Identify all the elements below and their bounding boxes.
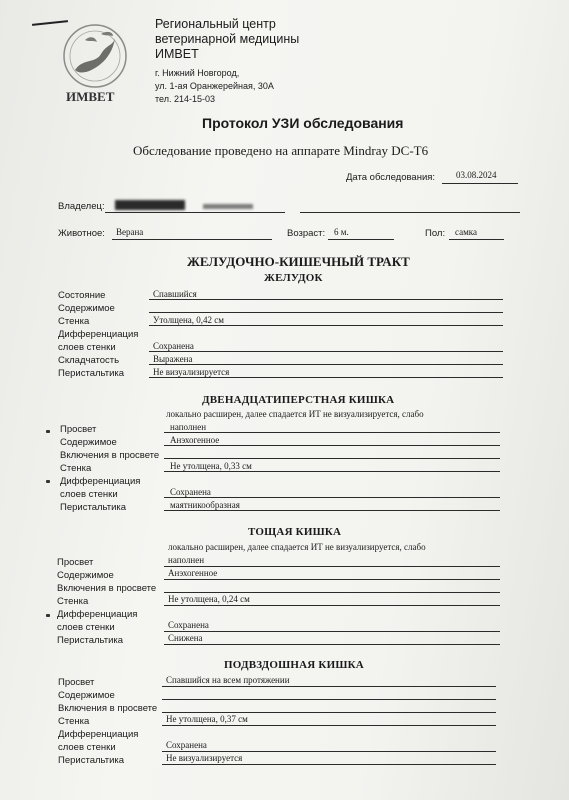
row-label: слоев стенки <box>58 742 116 753</box>
date-label: Дата обследования: <box>346 172 436 183</box>
clinic-name-line2: ветеринарной медицины <box>155 32 300 46</box>
row-label: Дифференциация <box>58 329 139 340</box>
protocol-title: Протокол УЗИ обследования <box>202 115 404 131</box>
row-underline <box>164 445 500 446</box>
row-label: Стенка <box>57 596 89 607</box>
duodenum-lumen-note: локально расширен, далее спадается ИТ не визуализируется, слабо <box>166 409 424 419</box>
row-underline <box>164 605 500 606</box>
row-underline <box>162 686 496 687</box>
row-underline <box>149 312 503 313</box>
row-value: Сохранена <box>170 487 211 497</box>
clinic-address-line2: ул. 1-ая Оранжерейная, 30А <box>155 81 274 91</box>
row-label: Содержимое <box>60 437 117 448</box>
ileum-title: ПОДВЗДОШНАЯ КИШКА <box>224 659 364 671</box>
logo-text: ИМВЕТ <box>66 89 115 104</box>
section-gi-title: ЖЕЛУДОЧНО-КИШЕЧНЫЙ ТРАКТ <box>187 254 410 269</box>
clinic-name-line3: ИМВЕТ <box>155 47 199 61</box>
animal-label: Животное: <box>58 228 105 239</box>
jejunum-lumen-note: локально расширен, далее спадается ИТ не визуализируется, слабо <box>168 542 426 552</box>
row-label: Перистальтика <box>58 368 125 379</box>
row-underline <box>164 631 500 632</box>
row-underline <box>164 592 500 593</box>
margin-mark <box>46 480 50 483</box>
date-underline <box>442 183 518 184</box>
row-value: Снижена <box>168 633 203 643</box>
owner-label: Владелец: <box>58 201 105 212</box>
row-underline <box>162 725 496 726</box>
row-label: Просвет <box>58 677 95 688</box>
row-value: Сохранена <box>168 620 209 630</box>
row-value: Сохранена <box>166 740 207 750</box>
row-label: Просвет <box>60 424 97 435</box>
row-label: Перистальтика <box>58 755 125 766</box>
row-label: Дифференциация <box>58 729 139 740</box>
row-underline <box>149 299 503 300</box>
row-label: Содержимое <box>57 570 114 581</box>
row-label: слоев стенки <box>57 622 115 633</box>
row-value: Утолщена, 0,42 см <box>153 315 224 325</box>
stomach-title: ЖЕЛУДОК <box>264 272 323 284</box>
owner-redaction <box>115 200 185 210</box>
row-underline <box>162 764 496 765</box>
row-label: Содержимое <box>58 690 115 701</box>
sex-value: самка <box>455 227 478 237</box>
duodenum-title: ДВЕНАДЦАТИПЕРСТНАЯ КИШКА <box>202 394 395 406</box>
row-value: Не утолщена, 0,24 см <box>168 594 250 604</box>
age-value: 6 м. <box>334 227 349 237</box>
row-underline <box>164 579 500 580</box>
row-underline <box>164 497 500 498</box>
row-label: Дифференциация <box>60 476 141 487</box>
row-label: Перистальтика <box>57 635 124 646</box>
row-label: Просвет <box>57 557 94 568</box>
animal-underline <box>112 239 272 240</box>
age-label: Возраст: <box>287 228 326 239</box>
row-underline <box>162 712 496 713</box>
animal-value: Верана <box>116 227 144 237</box>
row-underline <box>164 458 500 459</box>
row-value: наполнен <box>168 555 205 565</box>
row-underline <box>164 510 500 511</box>
row-underline <box>162 751 496 752</box>
row-label: Складчатость <box>58 355 120 366</box>
row-label: Включения в просвете <box>58 703 158 714</box>
row-value: Сохранена <box>153 341 194 351</box>
clinic-name-line1: Региональный центр <box>155 17 276 31</box>
row-underline <box>149 351 503 352</box>
row-value: Анэхогенное <box>170 435 220 445</box>
row-label: Дифференциация <box>57 609 138 620</box>
clinic-phone: тел. 214-15-03 <box>155 94 216 104</box>
owner-underline-right <box>300 212 520 213</box>
row-value: Спавшийся на всем протяжении <box>166 675 290 685</box>
row-label: Перистальтика <box>60 502 127 513</box>
row-label: Содержимое <box>58 303 115 314</box>
protocol-subtitle: Обследование проведено на аппарате Mindray DC-T6 <box>133 143 429 158</box>
row-label: Стенка <box>60 463 92 474</box>
row-underline <box>164 566 500 567</box>
row-label: Включения в просвете <box>60 450 160 461</box>
row-label: Стенка <box>58 316 90 327</box>
row-underline <box>149 364 503 365</box>
jejunum-title: ТОЩАЯ КИШКА <box>248 526 342 538</box>
clinic-address-line1: г. Нижний Новгород, <box>155 68 240 78</box>
age-underline <box>328 239 394 240</box>
row-label: Включения в просвете <box>57 583 157 594</box>
sex-label: Пол: <box>425 228 446 239</box>
row-value: Анэхогенное <box>168 568 218 578</box>
row-value: Не визуализируется <box>153 367 230 377</box>
row-underline <box>149 377 503 378</box>
row-value: Не утолщена, 0,33 см <box>170 461 252 471</box>
row-value: маятникообразная <box>170 500 240 510</box>
row-value: Не утолщена, 0,37 см <box>166 714 248 724</box>
row-value: наполнен <box>170 422 207 432</box>
row-underline <box>149 325 503 326</box>
row-label: слоев стенки <box>60 489 118 500</box>
row-value: Не визуализируется <box>166 753 243 763</box>
margin-mark <box>46 614 50 617</box>
row-underline <box>164 471 500 472</box>
row-label: Стенка <box>58 716 90 727</box>
row-underline <box>164 644 500 645</box>
row-value: Выражена <box>153 354 193 364</box>
margin-mark <box>46 430 50 433</box>
row-underline <box>162 699 496 700</box>
row-label: Состояние <box>58 290 106 301</box>
owner-underline <box>105 212 285 213</box>
row-value: Спавшийся <box>153 289 197 299</box>
row-underline <box>164 432 500 433</box>
owner-redaction <box>203 204 253 209</box>
date-value: 03.08.2024 <box>456 170 497 180</box>
row-label: слоев стенки <box>58 342 116 353</box>
sex-underline <box>449 239 504 240</box>
